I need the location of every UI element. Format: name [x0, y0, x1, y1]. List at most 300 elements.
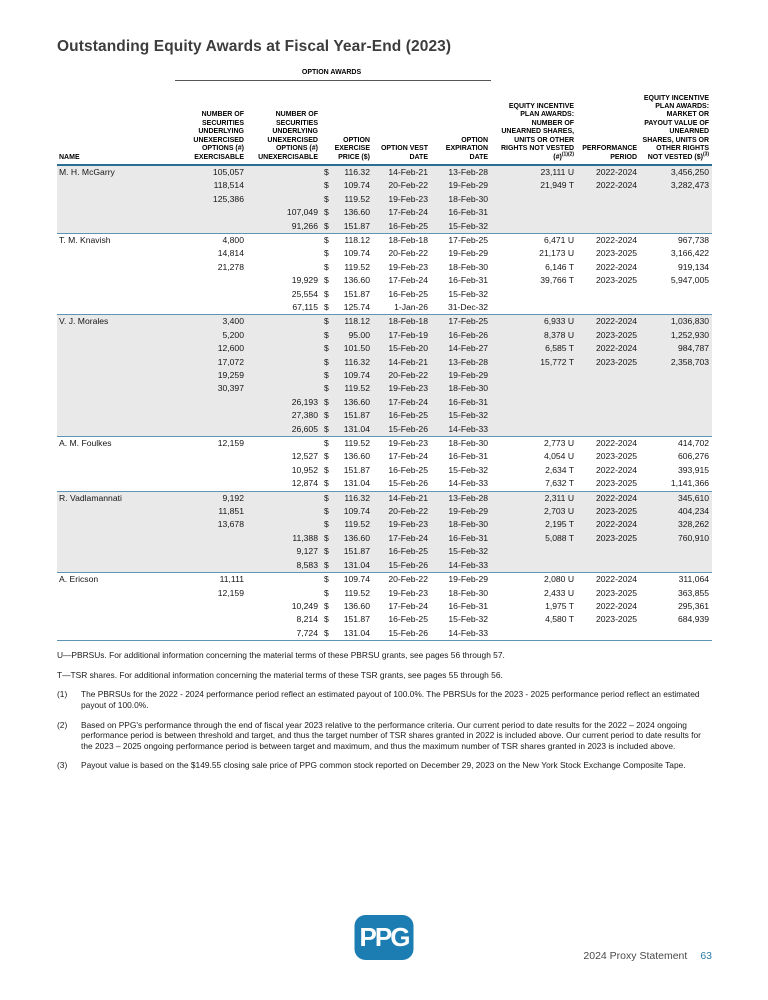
option-expiration-date: 14-Feb-33	[431, 423, 491, 437]
option-vest-date: 14-Feb-21	[373, 356, 431, 369]
payout-value: 3,282,473	[640, 179, 712, 192]
options-exercisable-value: 3,400	[175, 315, 247, 329]
table-row	[57, 545, 712, 558]
footnote-number: (2)	[57, 719, 68, 730]
payout-value	[640, 559, 712, 573]
table-row	[57, 491, 712, 505]
option-expiration-date: 14-Feb-33	[431, 627, 491, 641]
footnote-2	[57, 720, 712, 752]
option-expiration-date: 16-Feb-31	[448, 451, 489, 462]
currency-symbol: $	[324, 329, 329, 340]
unearned-rights-not-vested	[491, 206, 577, 219]
options-unexercisable-value	[247, 587, 321, 600]
col-header-exercisable: NUMBER OF SECURITIES UNDERLYING UNEXERCISED OPTIONS (#) EXERCISABLE	[175, 81, 247, 165]
performance-period	[577, 627, 640, 641]
executive-name	[57, 369, 175, 382]
option-expiration-date: 15-Feb-32	[448, 464, 489, 475]
table-row	[57, 382, 712, 395]
options-exercisable-value	[175, 206, 247, 219]
options-exercisable-value	[175, 532, 247, 545]
option-exercise-price	[321, 261, 373, 274]
options-unexercisable-value	[247, 179, 321, 192]
col-header-exercise-price: OPTION EXERCISE PRICE ($)	[321, 81, 373, 165]
option-vest-date: 16-Feb-25	[373, 545, 431, 558]
options-exercisable-value: 118,514	[175, 179, 247, 192]
unearned-rights-not-vested: 8,378 U	[491, 329, 577, 342]
option-exercise-price	[321, 247, 373, 260]
payout-value: 3,456,250	[640, 165, 712, 179]
option-vest-date: 19-Feb-23	[388, 587, 428, 598]
option-expiration-date: 15-Feb-32	[448, 614, 489, 625]
option-vest-date: 16-Feb-25	[373, 220, 431, 234]
col-header-payout-value: EQUITY INCENTIVE PLAN AWARDS: MARKET OR PAYOUT VALUE OF UNEARNED SHARES, UNITS OR OTHER RIGHTS NOT VESTED ($)$^{(3)}$	[640, 81, 712, 165]
footnote-3	[57, 760, 712, 771]
option-vest-date: 15-Feb-26	[373, 559, 431, 573]
table-row	[57, 518, 712, 531]
unearned-rights-not-vested: 6,933 U	[491, 315, 577, 329]
performance-period: 2022-2024	[577, 315, 640, 329]
currency-symbol: $	[324, 207, 329, 218]
option-expiration-date: 15-Feb-32	[431, 545, 491, 558]
performance-period: 2022-2024	[595, 234, 638, 245]
currency-symbol: $	[324, 288, 329, 299]
options-unexercisable-value: 11,388	[247, 532, 321, 545]
currency-symbol: $	[324, 574, 329, 585]
performance-period: 2022-2024	[577, 491, 640, 505]
price-amount: 136.60	[343, 451, 370, 462]
option-expiration-date: 16-Feb-26	[431, 329, 491, 342]
ppg-logo: PPG	[355, 915, 414, 960]
executive-name	[57, 477, 175, 491]
option-awards-span-row	[57, 69, 712, 81]
table-row	[57, 288, 712, 301]
option-vest-date: 16-Feb-25	[388, 464, 428, 475]
options-unexercisable-value	[247, 261, 321, 274]
option-expiration-date: 16-Feb-31	[448, 275, 489, 286]
unearned-rights-not-vested: 39,766 T	[540, 275, 575, 286]
col-header-performance-period: PERFORMANCE PERIOD	[577, 81, 640, 165]
performance-period: 2023-2025	[577, 329, 640, 342]
payout-value: 414,702	[677, 438, 710, 449]
table-row	[57, 627, 712, 641]
option-vest-date: 17-Feb-24	[373, 396, 431, 409]
footnote-t-legend: T—TSR shares. For additional information concerning the material terms of these TSR grants, see pages 55 through 56.	[57, 669, 503, 680]
col-header-unexercisable: NUMBER OF SECURITIES UNDERLYING UNEXERCISED OPTIONS (#) UNEXERCISABLE	[247, 81, 321, 165]
executive-name: A. M. Foulkes	[59, 438, 112, 449]
unearned-rights-not-vested: 6,146 T	[545, 261, 575, 272]
option-expiration-date: 16-Feb-31	[431, 396, 491, 409]
table-row	[57, 342, 712, 355]
performance-period: 2023-2025	[595, 614, 638, 625]
option-exercise-price	[321, 193, 373, 206]
options-unexercisable-value: 25,554	[291, 288, 318, 299]
payout-value	[640, 206, 712, 219]
unearned-rights-not-vested: 7,632 T	[491, 477, 577, 491]
spacer-cell	[491, 69, 712, 81]
option-expiration-date: 19-Feb-29	[431, 179, 491, 192]
price-amount: 119.52	[344, 261, 370, 272]
executive-name	[57, 274, 175, 287]
performance-period: 2022-2024	[577, 518, 640, 531]
executive-name	[57, 532, 175, 545]
unearned-rights-not-vested: 6,585 T	[491, 342, 577, 355]
options-exercisable-value	[175, 600, 247, 613]
unearned-rights-not-vested: 5,088 T	[491, 532, 577, 545]
option-exercise-price	[321, 409, 373, 422]
option-vest-date: 16-Feb-25	[388, 614, 428, 625]
payout-value: 1,141,366	[640, 477, 712, 491]
table-row	[57, 179, 712, 192]
options-unexercisable-value	[247, 505, 321, 518]
option-vest-date: 17-Feb-24	[388, 451, 428, 462]
table-row	[57, 301, 712, 315]
unearned-rights-not-vested: 2,703 U	[491, 505, 577, 518]
performance-period	[577, 206, 640, 219]
options-unexercisable-value	[247, 369, 321, 382]
payout-value	[640, 409, 712, 422]
option-exercise-price	[321, 233, 373, 247]
option-exercise-price	[321, 206, 373, 219]
payout-value	[640, 545, 712, 558]
payout-value	[640, 627, 712, 641]
options-exercisable-value	[175, 274, 247, 287]
option-vest-date: 17-Feb-19	[373, 329, 431, 342]
outstanding-equity-awards-table	[57, 69, 712, 641]
payout-value: 606,276	[677, 451, 710, 462]
payout-value: 404,234	[640, 505, 712, 518]
price-amount: 151.87	[343, 410, 370, 421]
option-exercise-price	[321, 165, 373, 179]
option-exercise-price	[321, 464, 373, 477]
unearned-rights-not-vested: 21,949 T	[491, 179, 577, 192]
col-header-expiration-date: OPTION EXPIRATION DATE	[431, 81, 491, 165]
table-row	[57, 356, 712, 369]
options-unexercisable-value	[247, 233, 321, 247]
options-exercisable-value: 125,386	[175, 193, 247, 206]
footer-label: 2024 Proxy Statement	[583, 950, 688, 962]
options-exercisable-value	[175, 450, 247, 463]
payout-value: 760,910	[640, 532, 712, 545]
option-expiration-date: 31-Dec-32	[431, 301, 491, 315]
table-row	[57, 559, 712, 573]
option-exercise-price	[321, 505, 373, 518]
price-amount: 109.74	[343, 180, 370, 191]
table-row	[57, 409, 712, 422]
payout-value: 919,134	[677, 261, 710, 272]
performance-period	[577, 423, 640, 437]
option-exercise-price	[321, 437, 373, 451]
options-exercisable-value: 12,600	[175, 342, 247, 355]
currency-symbol: $	[324, 356, 329, 367]
option-expiration-date: 14-Feb-33	[431, 477, 491, 491]
executive-name	[57, 288, 175, 301]
option-vest-date: 15-Feb-20	[373, 342, 431, 355]
unearned-rights-not-vested: 21,173 U	[539, 248, 575, 259]
option-expiration-date: 19-Feb-29	[431, 505, 491, 518]
performance-period: 2022-2024	[595, 261, 638, 272]
executive-name: A. Ericson	[59, 574, 99, 585]
options-exercisable-value	[175, 627, 247, 641]
price-amount: 109.74	[343, 506, 370, 517]
executive-name	[57, 193, 175, 206]
option-expiration-date: 19-Feb-29	[448, 574, 489, 585]
currency-symbol: $	[324, 220, 329, 231]
currency-symbol: $	[324, 600, 329, 611]
performance-period: 2023-2025	[595, 451, 638, 462]
price-amount: 119.52	[344, 383, 370, 394]
performance-period	[577, 369, 640, 382]
performance-period: 2023-2025	[577, 356, 640, 369]
unearned-rights-not-vested	[491, 409, 577, 422]
option-expiration-date: 19-Feb-29	[431, 369, 491, 382]
price-amount: 116.32	[344, 166, 370, 177]
executive-name	[57, 179, 175, 192]
options-exercisable-value	[175, 396, 247, 409]
options-exercisable-value: 12,159	[217, 438, 244, 449]
price-amount: 136.60	[343, 600, 370, 611]
price-amount: 151.87	[343, 546, 370, 557]
spacer-cell	[57, 69, 175, 81]
unearned-rights-not-vested: 2,433 U	[543, 587, 575, 598]
price-amount: 116.32	[344, 492, 370, 503]
performance-period: 2022-2024	[595, 574, 638, 585]
options-exercisable-value	[175, 545, 247, 558]
executive-name	[57, 409, 175, 422]
options-exercisable-value	[175, 559, 247, 573]
executive-name: T. M. Knavish	[59, 234, 111, 245]
price-amount: 136.60	[343, 275, 370, 286]
payout-value	[640, 382, 712, 395]
performance-period: 2022-2024	[577, 165, 640, 179]
executive-name: M. H. McGarry	[57, 165, 175, 179]
payout-value: 1,252,930	[640, 329, 712, 342]
payout-value: 1,036,830	[640, 315, 712, 329]
option-exercise-price	[321, 627, 373, 641]
executive-name	[57, 206, 175, 219]
currency-symbol: $	[324, 261, 329, 272]
options-unexercisable-value	[247, 382, 321, 395]
option-expiration-date: 15-Feb-32	[448, 288, 489, 299]
table-row	[57, 329, 712, 342]
option-vest-date: 19-Feb-23	[388, 438, 428, 449]
option-exercise-price	[321, 559, 373, 573]
payout-value: 345,610	[640, 491, 712, 505]
options-unexercisable-value: 26,193	[247, 396, 321, 409]
footer-page-number: 63	[700, 950, 712, 962]
footnote-1	[57, 689, 712, 710]
option-vest-date: 19-Feb-23	[373, 518, 431, 531]
table-row	[57, 165, 712, 179]
option-vest-date: 20-Feb-22	[388, 248, 428, 259]
option-vest-date: 15-Feb-26	[373, 627, 431, 641]
option-expiration-date: 18-Feb-30	[448, 438, 489, 449]
table-header	[57, 69, 712, 165]
executive-name	[57, 301, 175, 315]
option-expiration-date: 15-Feb-32	[431, 220, 491, 234]
price-amount: 136.60	[343, 396, 370, 407]
option-expiration-date: 18-Feb-30	[431, 518, 491, 531]
price-amount: 131.04	[343, 478, 370, 489]
price-amount: 151.87	[343, 614, 370, 625]
payout-value	[640, 301, 712, 315]
options-exercisable-value: 4,800	[222, 234, 244, 245]
price-amount: 101.50	[343, 343, 370, 354]
currency-symbol: $	[324, 248, 329, 259]
unearned-rights-not-vested: 2,311 U	[491, 491, 577, 505]
option-exercise-price	[321, 220, 373, 234]
executive-name	[57, 613, 175, 626]
price-amount: 118.12	[344, 234, 370, 245]
currency-symbol: $	[324, 614, 329, 625]
unearned-rights-not-vested: 6,471 U	[543, 234, 575, 245]
option-exercise-price	[321, 518, 373, 531]
currency-symbol: $	[324, 275, 329, 286]
table-row	[57, 600, 712, 613]
performance-period	[577, 382, 640, 395]
currency-symbol: $	[324, 383, 329, 394]
payout-value: 295,361	[677, 600, 710, 611]
options-exercisable-value: 5,200	[175, 329, 247, 342]
executive-name	[57, 505, 175, 518]
performance-period	[577, 220, 640, 234]
payout-value: 363,855	[677, 587, 710, 598]
options-exercisable-value	[175, 220, 247, 234]
payout-value: 5,947,005	[670, 275, 710, 286]
option-expiration-date: 13-Feb-28	[431, 165, 491, 179]
performance-period: 2022-2024	[595, 600, 638, 611]
executive-name	[57, 342, 175, 355]
option-vest-date: 14-Feb-21	[373, 491, 431, 505]
option-vest-date: 17-Feb-24	[388, 600, 428, 611]
executive-name	[57, 464, 175, 477]
option-exercise-price	[321, 329, 373, 342]
option-exercise-price	[321, 369, 373, 382]
currency-symbol: $	[324, 370, 329, 380]
performance-period: 2022-2024	[577, 179, 640, 192]
options-unexercisable-value	[247, 165, 321, 179]
page-title: Outstanding Equity Awards at Fiscal Year-End (2023)	[57, 38, 452, 55]
unearned-rights-not-vested	[491, 193, 577, 206]
table-row	[57, 369, 712, 382]
table-row	[57, 505, 712, 518]
unearned-rights-not-vested: 4,580 T	[545, 614, 575, 625]
currency-symbol: $	[324, 506, 329, 517]
executive-name	[57, 545, 175, 558]
price-amount: 95.00	[348, 329, 370, 340]
payout-value: 393,915	[677, 464, 710, 475]
performance-period	[577, 288, 640, 301]
option-exercise-price	[321, 545, 373, 558]
option-expiration-date: 17-Feb-25	[448, 234, 489, 245]
payout-value	[640, 396, 712, 409]
performance-period: 2023-2025	[577, 505, 640, 518]
options-exercisable-value: 19,259	[175, 369, 247, 382]
col-header-unearned-rights: EQUITY INCENTIVE PLAN AWARDS: NUMBER OF UNEARNED SHARES, UNITS OR OTHER RIGHTS NOT VESTED (#)$^{(1)(2)}$	[491, 81, 577, 165]
option-awards-span-header: OPTION AWARDS	[175, 69, 491, 81]
unearned-rights-not-vested	[491, 627, 577, 641]
table-row	[57, 274, 712, 287]
price-amount: 109.74	[343, 574, 370, 585]
currency-symbol: $	[324, 492, 329, 503]
option-exercise-price	[321, 301, 373, 315]
executive-name	[57, 247, 175, 260]
option-vest-date: 16-Feb-25	[373, 409, 431, 422]
options-unexercisable-value	[247, 491, 321, 505]
performance-period	[577, 193, 640, 206]
performance-period	[577, 545, 640, 558]
currency-symbol: $	[324, 627, 329, 638]
options-exercisable-value	[175, 464, 247, 477]
option-vest-date: 15-Feb-26	[373, 423, 431, 437]
unearned-rights-not-vested: 2,080 U	[543, 574, 575, 585]
options-exercisable-value: 13,678	[175, 518, 247, 531]
payout-value	[640, 193, 712, 206]
currency-symbol: $	[324, 559, 329, 570]
option-vest-date: 1-Jan-26	[373, 301, 431, 315]
unearned-rights-not-vested	[491, 369, 577, 382]
option-vest-date: 20-Feb-22	[373, 505, 431, 518]
option-vest-date: 17-Feb-24	[373, 532, 431, 545]
option-exercise-price	[321, 573, 373, 587]
options-unexercisable-value	[247, 247, 321, 260]
options-unexercisable-value: 26,605	[247, 423, 321, 437]
table-row	[57, 206, 712, 219]
footnote-text: The PBRSUs for the 2022 - 2024 performance period reflect an estimated payout of 100.0%. The PBRSUs for the 2023 - 2025 performance period reflect an estimated payout of 100.0%.	[81, 689, 700, 710]
executive-name	[57, 450, 175, 463]
options-unexercisable-value: 9,127	[247, 545, 321, 558]
options-unexercisable-value: 27,380	[247, 409, 321, 422]
table-row	[57, 423, 712, 437]
col-header-name: NAME	[57, 81, 175, 165]
option-expiration-date: 16-Feb-31	[448, 600, 489, 611]
option-vest-date: 15-Feb-26	[373, 477, 431, 491]
options-exercisable-value	[175, 423, 247, 437]
options-unexercisable-value	[247, 356, 321, 369]
payout-value	[640, 369, 712, 382]
options-unexercisable-value: 19,929	[291, 275, 318, 286]
option-vest-date: 20-Feb-22	[373, 369, 431, 382]
unearned-rights-not-vested	[491, 288, 577, 301]
options-unexercisable-value	[247, 342, 321, 355]
executive-name	[57, 518, 175, 531]
currency-symbol: $	[324, 316, 329, 327]
options-exercisable-value: 30,397	[175, 382, 247, 395]
options-unexercisable-value	[247, 573, 321, 587]
executive-name	[57, 382, 175, 395]
currency-symbol: $	[324, 166, 329, 177]
executive-name: V. J. Morales	[57, 315, 175, 329]
currency-symbol: $	[324, 451, 329, 462]
column-header-row	[57, 81, 712, 165]
options-exercisable-value	[175, 477, 247, 491]
table-row	[57, 532, 712, 545]
options-unexercisable-value: 8,583	[247, 559, 321, 573]
table-row	[57, 613, 712, 626]
option-exercise-price	[321, 491, 373, 505]
option-expiration-date: 16-Feb-31	[431, 206, 491, 219]
executive-name	[57, 261, 175, 274]
footnote-text: Payout value is based on the $149.55 closing sale price of PPG common stock reported on December 29, 2023 on the New York Stock Exchange Composite Tape.	[81, 760, 686, 771]
option-vest-date: 20-Feb-22	[373, 179, 431, 192]
currency-symbol: $	[324, 438, 329, 449]
unearned-rights-not-vested: 2,195 T	[491, 518, 577, 531]
option-expiration-date: 18-Feb-30	[431, 382, 491, 395]
option-exercise-price	[321, 423, 373, 437]
unearned-rights-not-vested	[491, 382, 577, 395]
options-exercisable-value: 14,814	[217, 248, 244, 259]
options-unexercisable-value: 107,049	[247, 206, 321, 219]
performance-period: 2022-2024	[595, 464, 638, 475]
